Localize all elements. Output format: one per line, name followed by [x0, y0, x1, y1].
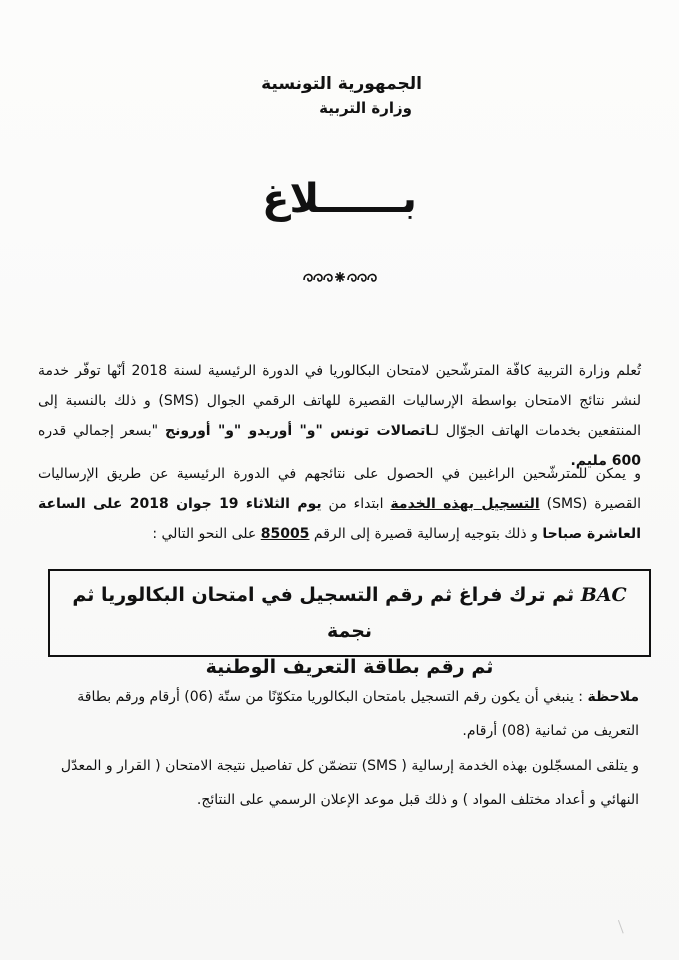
republic-name: الجمهورية التونسية — [261, 74, 422, 94]
ministry-name: وزارة التربية — [319, 99, 412, 117]
ornament-divider — [0, 270, 679, 287]
registration-paragraph — [38, 459, 641, 549]
document-title: بــــــلاغ — [262, 176, 417, 222]
format-line-1 — [50, 577, 649, 649]
paragraph-text: على النحو التالي : — [152, 526, 261, 542]
start-date: يوم الثلاثاء 19 جوان 2018 على الساعة العاشرة صباحا — [38, 496, 641, 542]
paragraph-text: و يتلقى المسجّلون بهذه الخدمة إرسالية ( SMS) تتضمّن كل تفاصيل نتيجة الامتحان ( القرار و المعدّل النهائي و أعداد مختلف المواد ) و ذلك قبل موعد الإعلان الرسمي على النتائج. — [60, 758, 639, 808]
paragraph-text: و يمكن للمترشّحين الراغبين في الحصول على نتائجهم في الدورة الرئيسية عن طريق الإرساليات القصيرة (SMS) — [38, 466, 641, 512]
paragraph-text: و ذلك بتوجيه إرسالية قصيرة إلى الرقم — [309, 526, 543, 542]
sms-number: 85005 — [260, 526, 310, 542]
sms-format-box — [48, 569, 651, 678]
note-text: : ينبغي أن يكون رقم التسجيل بامتحان البكالوريا متكوّنًا من ستّة (06) أرقام ورقم بطاقة التعريف من ثمانية (08) أرقام. — [77, 689, 639, 739]
ornament-icon — [300, 270, 380, 284]
paragraph-text: تُعلم وزارة التربية كافّة المترشّحين لامتحان البكالوريا في الدورة الرئيسية لسنة 2018 أنّها توفّر خدمة لنشر نتائج الامتحان بواسطة الإرساليات القصيرة للهاتف الرقمي الجوال (SMS) و ذلك بالنسبة إلى المنتفعين بخدمات الهاتف الجوّال لـ — [38, 363, 641, 439]
bac-keyword: BAC — [580, 584, 627, 606]
scan-mark — [618, 917, 633, 934]
format-line-2: ثم رقم بطاقة التعريف الوطنية — [205, 656, 494, 678]
operators-list: اتصالات تونس "و" أوريدو "و" أورونج — [165, 423, 431, 439]
note-paragraph — [38, 680, 639, 748]
price-value: 600 مليم. — [570, 453, 641, 469]
format-text: ثم ترك فراغ ثم رقم التسجيل في امتحان البكالوريا ثم نجمة — [72, 584, 581, 642]
letterhead — [261, 72, 422, 120]
paragraph-text: "بسعر إجمالي قدره — [38, 423, 165, 439]
note-label: ملاحظة — [587, 689, 639, 705]
results-paragraph — [38, 749, 639, 817]
paragraph-text: ابتداء من — [321, 496, 391, 512]
registration-label: التسجيل بهذه الخدمة — [390, 496, 540, 512]
announcement-paragraph — [38, 356, 641, 476]
